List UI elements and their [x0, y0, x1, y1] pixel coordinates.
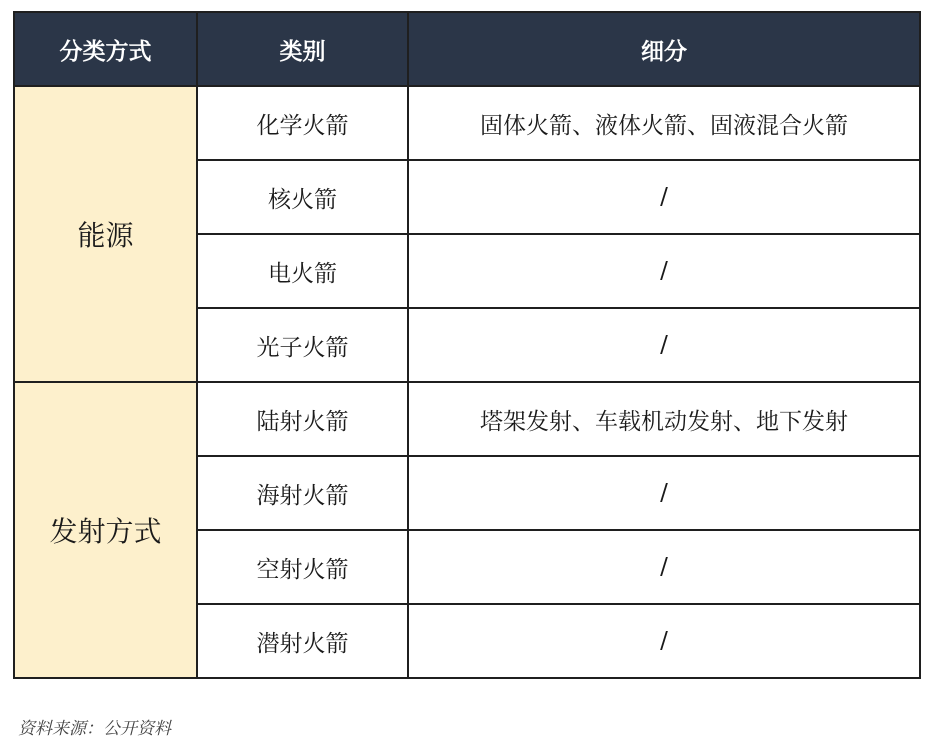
group-label-energy: 能源 [14, 86, 197, 382]
detail-cell: / [408, 160, 920, 234]
header-classification-method: 分类方式 [14, 12, 197, 86]
detail-cell: / [408, 234, 920, 308]
detail-cell: / [408, 456, 920, 530]
group-label-launch-method: 发射方式 [14, 382, 197, 678]
detail-cell: / [408, 308, 920, 382]
category-cell: 陆射火箭 [197, 382, 408, 456]
classification-table-container [13, 11, 919, 679]
category-cell: 空射火箭 [197, 530, 408, 604]
header-row [14, 12, 920, 86]
header-category: 类别 [197, 12, 408, 86]
category-cell: 潜射火箭 [197, 604, 408, 678]
detail-cell: 固体火箭、液体火箭、固液混合火箭 [408, 86, 920, 160]
category-cell: 核火箭 [197, 160, 408, 234]
detail-cell: / [408, 604, 920, 678]
table-row [14, 382, 920, 456]
rocket-classification-table [13, 11, 921, 679]
table-row [14, 86, 920, 160]
detail-cell: / [408, 530, 920, 604]
header-subdivision: 细分 [408, 12, 920, 86]
detail-cell: 塔架发射、车载机动发射、地下发射 [408, 382, 920, 456]
category-cell: 化学火箭 [197, 86, 408, 160]
category-cell: 海射火箭 [197, 456, 408, 530]
category-cell: 电火箭 [197, 234, 408, 308]
source-note: 资料来源：公开资料 [18, 719, 171, 739]
category-cell: 光子火箭 [197, 308, 408, 382]
